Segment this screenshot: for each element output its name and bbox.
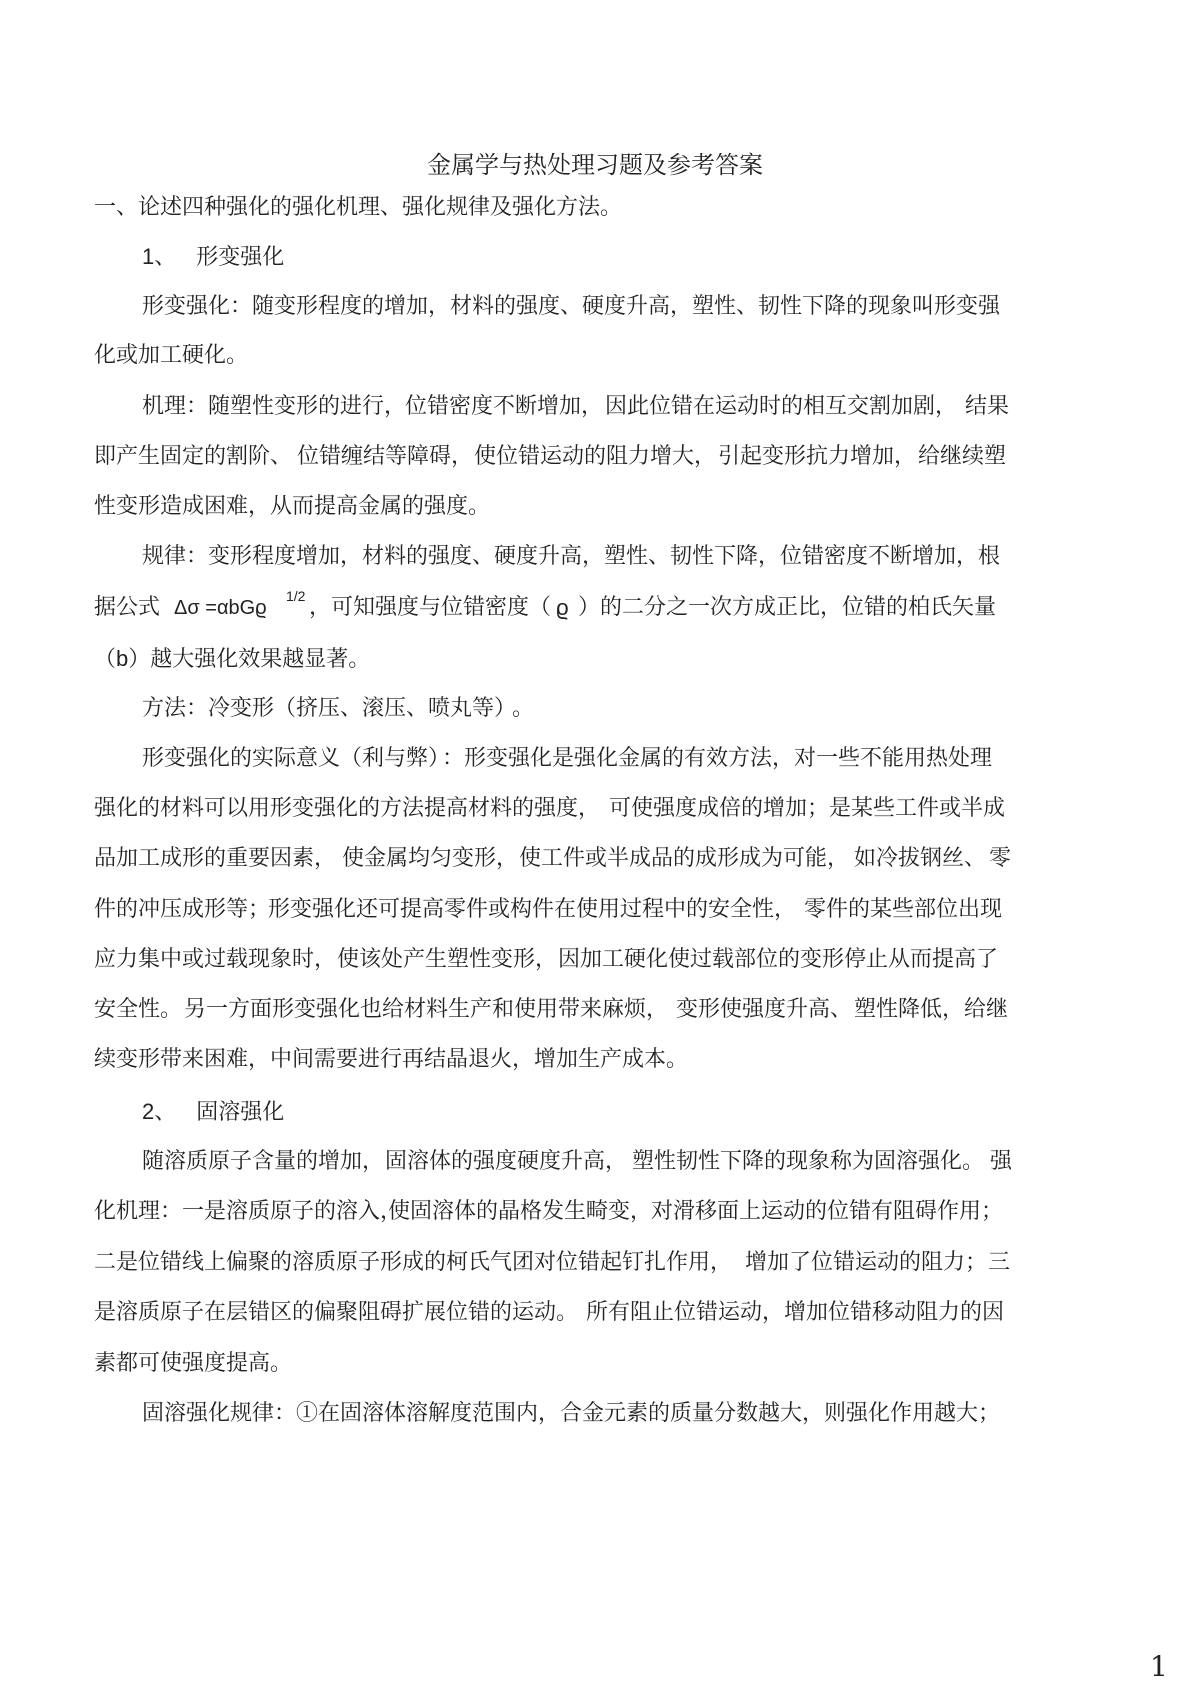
- text-segment: 因加工硬化使过载部位的变形停止从而提高了: [558, 947, 999, 972]
- text-segment: 使金属均匀变形，: [342, 846, 519, 871]
- paragraph-line: 形变强化：随变形程度的增加，材料的强度、硬度升高，塑性、韧性下降的现象叫形变强: [142, 294, 1001, 319]
- page-number: 1: [1150, 1650, 1168, 1683]
- paragraph-line: 规律：变形程度增加，材料的强度、硬度升高，塑性、韧性下降，位错密度不断增加，根: [142, 544, 1001, 569]
- text-segment: 强化的材料可以用形变强化的方法提高材料的强度，: [94, 796, 601, 821]
- paragraph-line: 化或加工硬化。: [94, 343, 249, 368]
- text-segment: 二是位错线上偏聚的溶质原子形成的柯氏气团对位错起钉扎作用，: [94, 1250, 733, 1275]
- text-segment: 三: [988, 1250, 1011, 1275]
- text-segment: 使位错运动的阻力增大，: [474, 444, 717, 469]
- text-segment: 即产生固定的割阶、: [94, 444, 293, 469]
- text-segment: 是溶质原子在层错区的偏聚阻碍扩展位错的运动。: [94, 1300, 579, 1325]
- text-segment: 所有阻止位错运动，: [586, 1300, 785, 1325]
- section-heading-1: [142, 243, 284, 272]
- text-segment: 使工件或半成品的成形成为可能，: [519, 846, 850, 871]
- text-segment: 零件的某些部位出现: [804, 897, 1003, 922]
- text-segment: 塑性韧性下降的现象称为固溶强化。: [632, 1149, 985, 1174]
- section-number: 2、: [142, 1099, 177, 1124]
- section-title: 固溶强化: [196, 1100, 285, 1125]
- text-segment: ，可知强度与位错密度（: [309, 595, 552, 620]
- rho-symbol: ϱ: [556, 595, 569, 620]
- text-segment: 位错缠结等障碍，: [297, 444, 474, 469]
- text-segment: 越大强化效果越显著。: [150, 647, 371, 672]
- text-segment: 对滑移面上运动的位错有阻碍作用；: [651, 1199, 1004, 1224]
- text-segment: 可使强度成倍的增加；: [609, 796, 830, 821]
- text-segment: 形变强化的实际意义（利与弊）: [142, 746, 451, 771]
- text-segment: 品加工成形的重要因素，: [94, 846, 337, 871]
- text-segment: 使该处产生塑性变形，: [337, 947, 558, 972]
- text-segment: 位错密度不断增加，: [405, 394, 604, 419]
- text-segment: 是某些工件或半成: [829, 796, 1006, 821]
- section-number: 1、: [142, 244, 177, 269]
- section-title: 形变强化: [196, 245, 285, 270]
- text-segment: 因此位错在运动时的相互交割加剧，: [605, 394, 958, 419]
- text-segment: 使固溶体的晶格发生畸变，: [388, 1199, 653, 1224]
- text-segment: 化机理：一是溶质原子的溶入，: [94, 1199, 403, 1224]
- formula-exponent: 1/2: [286, 588, 306, 604]
- text-segment: 方法：冷变形（挤压、滚压、喷丸等）: [142, 696, 517, 721]
- text-segment: ：形变强化是强化金属的有效方法，对一些不能用热处理: [442, 746, 993, 771]
- text-segment: 给继续塑: [918, 444, 1007, 469]
- text-segment: ）的二分之一次方成正比，位错的柏氏矢量: [578, 595, 997, 620]
- text-segment: 另一方面形变强化也给材料生产和使用带来麻烦，: [184, 997, 669, 1022]
- text-segment: 增加位错移动阻力的因: [784, 1300, 1005, 1325]
- text-segment: 给继: [964, 997, 1009, 1022]
- text-segment: 强: [990, 1149, 1013, 1174]
- paragraph-line: 续变形带来困难，中间需要进行再结晶退火，增加生产成本。: [94, 1047, 689, 1072]
- text-segment: 塑性降低，: [854, 997, 965, 1022]
- document-title: 金属学与热处理习题及参考答案: [427, 151, 763, 179]
- text-segment: 引起变形抗力增加，: [718, 444, 917, 469]
- text-segment: 机理：随塑性变形的进行，: [142, 394, 407, 419]
- paragraph-line: 性变形造成困难，从而提高金属的强度。: [94, 494, 491, 519]
- text-segment: 零: [989, 846, 1012, 871]
- text-segment: 件的冲压成形等；: [94, 897, 271, 922]
- text-segment: 固溶体的强度硬度升高，: [385, 1149, 628, 1174]
- text-segment: 应力集中或过载现象时，: [94, 947, 337, 972]
- text-segment: 变形使强度升高、: [676, 997, 853, 1022]
- text-segment: 安全性。: [94, 997, 183, 1022]
- text-segment: 形变强化还可提高零件或构件在使用过程中的安全性，: [268, 897, 797, 922]
- paragraph-line: 素都可使强度提高。: [94, 1351, 293, 1376]
- section-heading-2: [142, 1098, 284, 1127]
- formula: Δσ =αbGϱ: [174, 597, 267, 619]
- text-segment: 据公式: [94, 595, 161, 620]
- text-segment: （b）: [94, 646, 151, 671]
- text-segment: 。: [512, 696, 535, 721]
- text-segment: 结果: [965, 394, 1010, 419]
- paragraph-line: 固溶强化规律：①在固溶体溶解度范围内，合金元素的质量分数越大，则强化作用越大；: [142, 1401, 1001, 1426]
- paragraph-line: [94, 645, 370, 674]
- text-segment: 随溶质原子含量的增加，: [142, 1149, 385, 1174]
- text-segment: 增加了位错运动的阻力；: [745, 1250, 988, 1275]
- question-heading: 一、论述四种强化的强化机理、强化规律及强化方法。: [94, 195, 623, 220]
- text-segment: 如冷拔钢丝、: [854, 846, 987, 871]
